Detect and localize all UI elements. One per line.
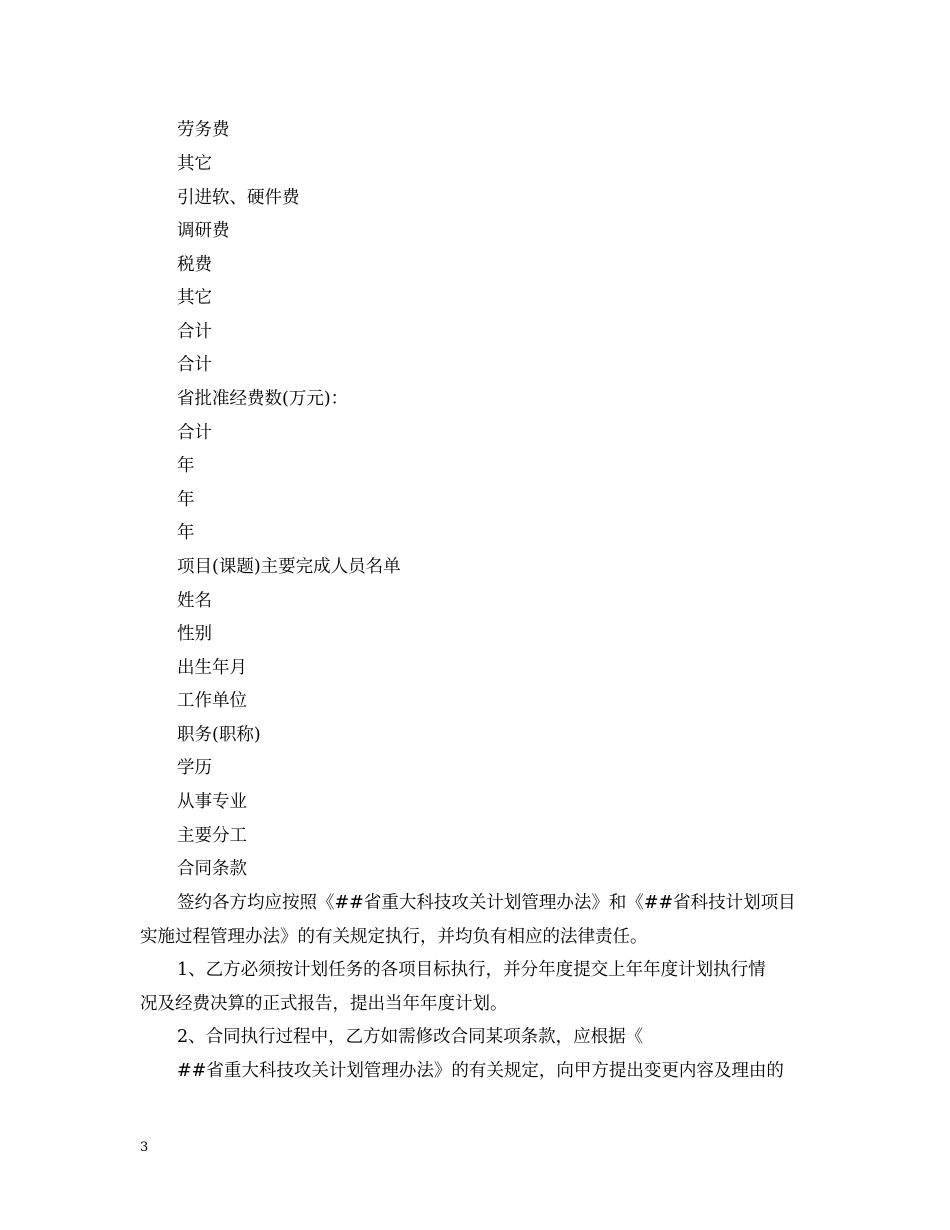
list-item: 学历 bbox=[177, 758, 212, 778]
list-item: 工作单位 bbox=[177, 691, 247, 711]
list-item: 出生年月 bbox=[177, 658, 247, 678]
paragraph-text: 1、乙方必须按计划任务的各项目标执行，并分年度提交上年年度计划执行情 bbox=[177, 960, 766, 980]
section-heading: 合同条款 bbox=[177, 859, 247, 879]
list-item: 年 bbox=[177, 490, 195, 510]
list-item: 税费 bbox=[177, 255, 212, 275]
paragraph-text: 签约各方均应按照《##省重大科技攻关计划管理办法》和《##省科技计划项目 bbox=[177, 893, 796, 913]
list-item: 年 bbox=[177, 523, 195, 543]
section-heading: 项目(课题)主要完成人员名单 bbox=[177, 557, 401, 577]
list-item: 其它 bbox=[177, 288, 212, 308]
list-item: 调研费 bbox=[177, 221, 230, 241]
page-number: 3 bbox=[140, 1140, 149, 1155]
list-item: 其它 bbox=[177, 154, 212, 174]
paragraph-text: ##省重大科技攻关计划管理办法》的有关规定，向甲方提出变更内容及理由的 bbox=[177, 1061, 784, 1081]
list-item: 性别 bbox=[177, 624, 212, 644]
list-item: 省批准经费数(万元)： bbox=[177, 389, 349, 409]
list-item: 引进软、硬件费 bbox=[177, 188, 300, 208]
list-item: 姓名 bbox=[177, 591, 212, 611]
list-item: 合计 bbox=[177, 423, 212, 443]
list-item: 合计 bbox=[177, 355, 212, 375]
paragraph-text: 况及经费决算的正式报告，提出当年年度计划。 bbox=[140, 994, 508, 1014]
list-item: 职务(职称) bbox=[177, 725, 261, 745]
list-item: 从事专业 bbox=[177, 792, 247, 812]
list-item: 合计 bbox=[177, 322, 212, 342]
list-item: 劳务费 bbox=[177, 120, 230, 140]
paragraph-text: 2、合同执行过程中，乙方如需修改合同某项条款，应根据《 bbox=[177, 1027, 644, 1047]
list-item: 主要分工 bbox=[177, 826, 247, 846]
paragraph-text: 实施过程管理办法》的有关规定执行，并均负有相应的法律责任。 bbox=[140, 927, 648, 947]
list-item: 年 bbox=[177, 456, 195, 476]
